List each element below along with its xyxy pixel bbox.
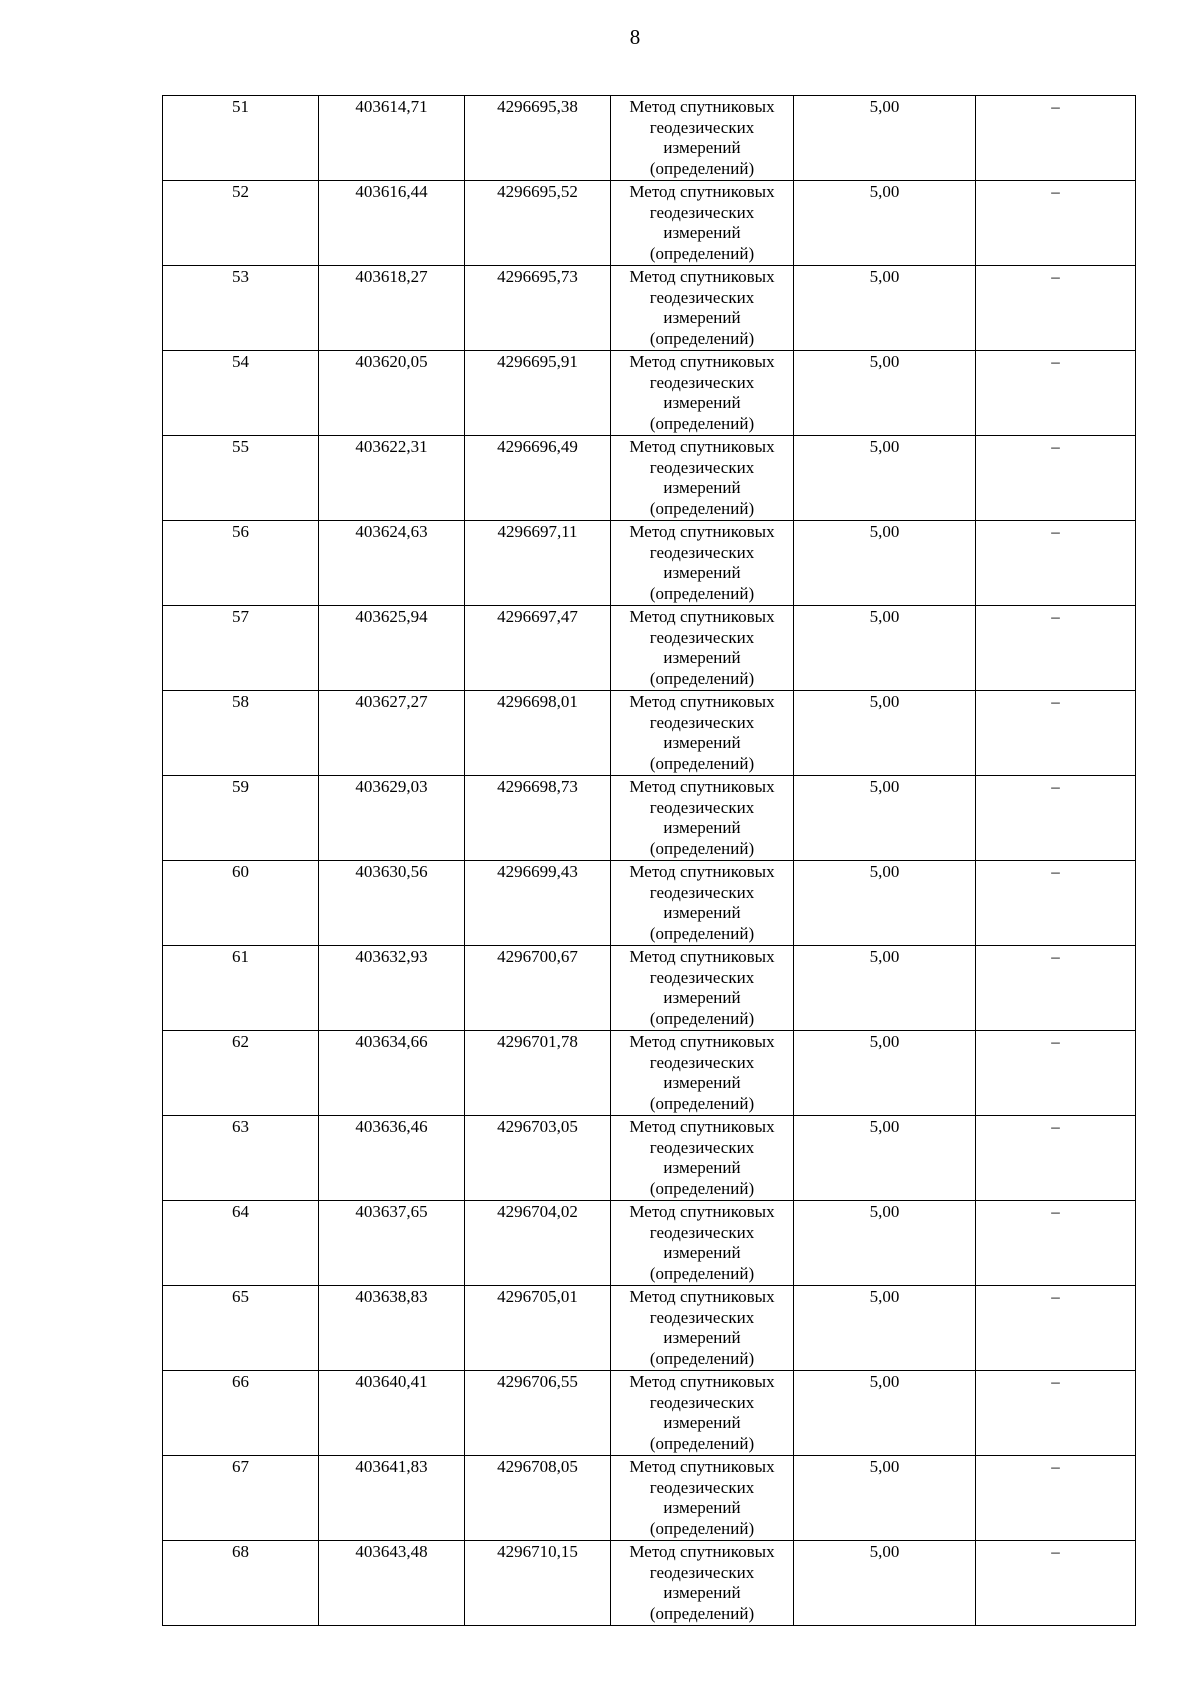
- x-coordinate-cell: [319, 181, 465, 266]
- y-coordinate-text: 4296700,67: [497, 947, 578, 966]
- x-coordinate-cell: [319, 1286, 465, 1371]
- x-coordinate-text: 403624,63: [355, 522, 428, 541]
- note-cell: [976, 266, 1136, 351]
- method-text: Метод спутниковых геодезических измерений (определений): [629, 1372, 775, 1453]
- x-coordinate-cell: [319, 351, 465, 436]
- note-text: –: [1051, 1202, 1060, 1221]
- accuracy-cell: [794, 1371, 976, 1456]
- method-text: Метод спутниковых геодезических измерений (определений): [629, 182, 775, 263]
- x-coordinate-cell: [319, 521, 465, 606]
- x-coordinate-text: 403618,27: [355, 267, 428, 286]
- note-cell: [976, 946, 1136, 1031]
- method-text: Метод спутниковых геодезических измерений (определений): [629, 97, 775, 178]
- y-coordinate-cell: [465, 946, 611, 1031]
- accuracy-text: 5,00: [869, 182, 900, 201]
- accuracy-cell: [794, 521, 976, 606]
- x-coordinate-text: 403627,27: [355, 692, 428, 711]
- y-coordinate-cell: [465, 1286, 611, 1371]
- point-number-cell: [163, 266, 319, 351]
- x-coordinate-text: 403640,41: [355, 1372, 428, 1391]
- accuracy-cell: [794, 776, 976, 861]
- method-cell: [611, 266, 794, 351]
- y-coordinate-text: 4296710,15: [497, 1542, 578, 1561]
- x-coordinate-cell: [319, 266, 465, 351]
- x-coordinate-cell: [319, 436, 465, 521]
- point-number-cell: [163, 861, 319, 946]
- note-cell: [976, 606, 1136, 691]
- method-cell: [611, 96, 794, 181]
- x-coordinate-text: 403643,48: [355, 1542, 428, 1561]
- y-coordinate-text: 4296708,05: [497, 1457, 578, 1476]
- method-text: Метод спутниковых геодезических измерений (определений): [629, 692, 775, 773]
- method-cell: [611, 1541, 794, 1626]
- table-row: [163, 606, 1136, 691]
- accuracy-text: 5,00: [869, 1202, 900, 1221]
- point-number-text: 55: [232, 437, 249, 456]
- note-text: –: [1051, 607, 1060, 626]
- note-text: –: [1051, 1287, 1060, 1306]
- x-coordinate-cell: [319, 1031, 465, 1116]
- note-text: –: [1051, 692, 1060, 711]
- method-cell: [611, 1371, 794, 1456]
- y-coordinate-cell: [465, 861, 611, 946]
- accuracy-text: 5,00: [869, 1032, 900, 1051]
- accuracy-text: 5,00: [869, 862, 900, 881]
- note-cell: [976, 1201, 1136, 1286]
- method-cell: [611, 1201, 794, 1286]
- method-cell: [611, 1116, 794, 1201]
- coordinates-table-body: [163, 96, 1136, 1626]
- accuracy-text: 5,00: [869, 777, 900, 796]
- y-coordinate-text: 4296703,05: [497, 1117, 578, 1136]
- x-coordinate-text: 403625,94: [355, 607, 428, 626]
- note-cell: [976, 1541, 1136, 1626]
- accuracy-cell: [794, 266, 976, 351]
- note-text: –: [1051, 437, 1060, 456]
- y-coordinate-cell: [465, 776, 611, 861]
- point-number-text: 56: [232, 522, 249, 541]
- note-cell: [976, 1286, 1136, 1371]
- y-coordinate-text: 4296704,02: [497, 1202, 578, 1221]
- table-row: [163, 521, 1136, 606]
- point-number-text: 62: [232, 1032, 249, 1051]
- method-text: Метод спутниковых геодезических измерений (определений): [629, 1457, 775, 1538]
- point-number-cell: [163, 1371, 319, 1456]
- x-coordinate-text: 403632,93: [355, 947, 428, 966]
- y-coordinate-cell: [465, 266, 611, 351]
- point-number-text: 53: [232, 267, 249, 286]
- point-number-cell: [163, 606, 319, 691]
- method-cell: [611, 351, 794, 436]
- y-coordinate-text: 4296696,49: [497, 437, 578, 456]
- note-text: –: [1051, 352, 1060, 371]
- x-coordinate-text: 403638,83: [355, 1287, 428, 1306]
- y-coordinate-text: 4296698,73: [497, 777, 578, 796]
- point-number-cell: [163, 1456, 319, 1541]
- y-coordinate-cell: [465, 351, 611, 436]
- y-coordinate-cell: [465, 1031, 611, 1116]
- accuracy-text: 5,00: [869, 1457, 900, 1476]
- accuracy-text: 5,00: [869, 97, 900, 116]
- accuracy-cell: [794, 436, 976, 521]
- point-number-cell: [163, 96, 319, 181]
- y-coordinate-cell: [465, 96, 611, 181]
- note-text: –: [1051, 947, 1060, 966]
- point-number-text: 58: [232, 692, 249, 711]
- x-coordinate-cell: [319, 861, 465, 946]
- x-coordinate-cell: [319, 606, 465, 691]
- method-text: Метод спутниковых геодезических измерений (определений): [629, 1287, 775, 1368]
- note-text: –: [1051, 182, 1060, 201]
- note-cell: [976, 436, 1136, 521]
- method-cell: [611, 436, 794, 521]
- y-coordinate-text: 4296705,01: [497, 1287, 578, 1306]
- method-text: Метод спутниковых геодезических измерений (определений): [629, 352, 775, 433]
- note-text: –: [1051, 267, 1060, 286]
- x-coordinate-text: 403637,65: [355, 1202, 428, 1221]
- accuracy-text: 5,00: [869, 437, 900, 456]
- y-coordinate-cell: [465, 436, 611, 521]
- method-text: Метод спутниковых геодезических измерений (определений): [629, 607, 775, 688]
- point-number-cell: [163, 436, 319, 521]
- x-coordinate-cell: [319, 96, 465, 181]
- point-number-cell: [163, 1286, 319, 1371]
- accuracy-cell: [794, 1031, 976, 1116]
- table-row: [163, 96, 1136, 181]
- point-number-text: 64: [232, 1202, 249, 1221]
- x-coordinate-cell: [319, 691, 465, 776]
- x-coordinate-cell: [319, 946, 465, 1031]
- note-cell: [976, 1456, 1136, 1541]
- method-text: Метод спутниковых геодезических измерений (определений): [629, 437, 775, 518]
- accuracy-cell: [794, 606, 976, 691]
- point-number-cell: [163, 351, 319, 436]
- accuracy-text: 5,00: [869, 522, 900, 541]
- method-text: Метод спутниковых геодезических измерений (определений): [629, 777, 775, 858]
- method-text: Метод спутниковых геодезических измерений (определений): [629, 1117, 775, 1198]
- table-row: [163, 351, 1136, 436]
- table-row: [163, 1456, 1136, 1541]
- y-coordinate-cell: [465, 1116, 611, 1201]
- point-number-text: 51: [232, 97, 249, 116]
- y-coordinate-text: 4296695,91: [497, 352, 578, 371]
- note-text: –: [1051, 862, 1060, 881]
- accuracy-cell: [794, 946, 976, 1031]
- y-coordinate-text: 4296701,78: [497, 1032, 578, 1051]
- table-row: [163, 1116, 1136, 1201]
- note-cell: [976, 351, 1136, 436]
- note-cell: [976, 776, 1136, 861]
- accuracy-cell: [794, 1116, 976, 1201]
- table-row: [163, 861, 1136, 946]
- accuracy-cell: [794, 181, 976, 266]
- method-cell: [611, 1031, 794, 1116]
- y-coordinate-cell: [465, 1541, 611, 1626]
- method-cell: [611, 521, 794, 606]
- x-coordinate-text: 403629,03: [355, 777, 428, 796]
- note-text: –: [1051, 1032, 1060, 1051]
- accuracy-cell: [794, 96, 976, 181]
- accuracy-text: 5,00: [869, 1287, 900, 1306]
- accuracy-text: 5,00: [869, 692, 900, 711]
- coordinates-table: [162, 95, 1136, 1626]
- accuracy-cell: [794, 861, 976, 946]
- accuracy-cell: [794, 351, 976, 436]
- x-coordinate-text: 403630,56: [355, 862, 428, 881]
- y-coordinate-cell: [465, 606, 611, 691]
- accuracy-text: 5,00: [869, 1372, 900, 1391]
- point-number-cell: [163, 776, 319, 861]
- method-cell: [611, 776, 794, 861]
- point-number-cell: [163, 691, 319, 776]
- x-coordinate-cell: [319, 1116, 465, 1201]
- method-cell: [611, 1286, 794, 1371]
- x-coordinate-cell: [319, 1541, 465, 1626]
- accuracy-text: 5,00: [869, 267, 900, 286]
- y-coordinate-cell: [465, 1201, 611, 1286]
- note-cell: [976, 1031, 1136, 1116]
- note-cell: [976, 691, 1136, 776]
- note-text: –: [1051, 522, 1060, 541]
- point-number-text: 59: [232, 777, 249, 796]
- point-number-cell: [163, 181, 319, 266]
- method-cell: [611, 606, 794, 691]
- accuracy-cell: [794, 1541, 976, 1626]
- note-text: –: [1051, 1372, 1060, 1391]
- table-row: [163, 1286, 1136, 1371]
- x-coordinate-text: 403636,46: [355, 1117, 428, 1136]
- point-number-text: 66: [232, 1372, 249, 1391]
- accuracy-text: 5,00: [869, 1117, 900, 1136]
- accuracy-cell: [794, 1456, 976, 1541]
- table-row: [163, 266, 1136, 351]
- note-text: –: [1051, 97, 1060, 116]
- y-coordinate-text: 4296697,47: [497, 607, 578, 626]
- y-coordinate-text: 4296698,01: [497, 692, 578, 711]
- method-cell: [611, 181, 794, 266]
- point-number-cell: [163, 1116, 319, 1201]
- table-row: [163, 436, 1136, 521]
- accuracy-cell: [794, 1286, 976, 1371]
- method-cell: [611, 1456, 794, 1541]
- method-text: Метод спутниковых геодезических измерений (определений): [629, 522, 775, 603]
- point-number-text: 54: [232, 352, 249, 371]
- table-row: [163, 946, 1136, 1031]
- point-number-cell: [163, 1541, 319, 1626]
- note-text: –: [1051, 1457, 1060, 1476]
- accuracy-text: 5,00: [869, 607, 900, 626]
- x-coordinate-text: 403620,05: [355, 352, 428, 371]
- y-coordinate-text: 4296695,38: [497, 97, 578, 116]
- note-text: –: [1051, 1117, 1060, 1136]
- table-row: [163, 776, 1136, 861]
- y-coordinate-text: 4296697,11: [497, 522, 578, 541]
- point-number-text: 52: [232, 182, 249, 201]
- page-number: 8: [629, 25, 641, 49]
- x-coordinate-cell: [319, 1456, 465, 1541]
- method-cell: [611, 691, 794, 776]
- method-text: Метод спутниковых геодезических измерений (определений): [629, 1542, 775, 1623]
- x-coordinate-cell: [319, 776, 465, 861]
- x-coordinate-text: 403634,66: [355, 1032, 428, 1051]
- point-number-text: 60: [232, 862, 249, 881]
- method-text: Метод спутниковых геодезических измерений (определений): [629, 267, 775, 348]
- method-text: Метод спутниковых геодезических измерений (определений): [629, 1032, 775, 1113]
- point-number-text: 57: [232, 607, 249, 626]
- point-number-cell: [163, 521, 319, 606]
- y-coordinate-cell: [465, 1456, 611, 1541]
- note-cell: [976, 1371, 1136, 1456]
- method-text: Метод спутниковых геодезических измерений (определений): [629, 1202, 775, 1283]
- point-number-text: 68: [232, 1542, 249, 1561]
- point-number-cell: [163, 1031, 319, 1116]
- table-row: [163, 1201, 1136, 1286]
- method-cell: [611, 861, 794, 946]
- accuracy-text: 5,00: [869, 352, 900, 371]
- point-number-cell: [163, 946, 319, 1031]
- x-coordinate-cell: [319, 1201, 465, 1286]
- table-row: [163, 181, 1136, 266]
- note-text: –: [1051, 777, 1060, 796]
- y-coordinate-cell: [465, 1371, 611, 1456]
- table-row: [163, 691, 1136, 776]
- x-coordinate-cell: [319, 1371, 465, 1456]
- y-coordinate-text: 4296699,43: [497, 862, 578, 881]
- accuracy-text: 5,00: [869, 1542, 900, 1561]
- point-number-text: 67: [232, 1457, 249, 1476]
- point-number-text: 61: [232, 947, 249, 966]
- method-text: Метод спутниковых геодезических измерений (определений): [629, 862, 775, 943]
- accuracy-cell: [794, 691, 976, 776]
- y-coordinate-text: 4296695,73: [497, 267, 578, 286]
- accuracy-cell: [794, 1201, 976, 1286]
- note-cell: [976, 521, 1136, 606]
- note-text: –: [1051, 1542, 1060, 1561]
- table-row: [163, 1031, 1136, 1116]
- point-number-text: 65: [232, 1287, 249, 1306]
- accuracy-text: 5,00: [869, 947, 900, 966]
- table-row: [163, 1541, 1136, 1626]
- x-coordinate-text: 403616,44: [355, 182, 428, 201]
- y-coordinate-cell: [465, 691, 611, 776]
- note-cell: [976, 861, 1136, 946]
- x-coordinate-text: 403622,31: [355, 437, 428, 456]
- point-number-text: 63: [232, 1117, 249, 1136]
- method-text: Метод спутниковых геодезических измерений (определений): [629, 947, 775, 1028]
- y-coordinate-text: 4296706,55: [497, 1372, 578, 1391]
- method-cell: [611, 946, 794, 1031]
- y-coordinate-cell: [465, 181, 611, 266]
- x-coordinate-text: 403641,83: [355, 1457, 428, 1476]
- point-number-cell: [163, 1201, 319, 1286]
- note-cell: [976, 1116, 1136, 1201]
- x-coordinate-text: 403614,71: [355, 97, 428, 116]
- note-cell: [976, 96, 1136, 181]
- y-coordinate-text: 4296695,52: [497, 182, 578, 201]
- table-row: [163, 1371, 1136, 1456]
- note-cell: [976, 181, 1136, 266]
- y-coordinate-cell: [465, 521, 611, 606]
